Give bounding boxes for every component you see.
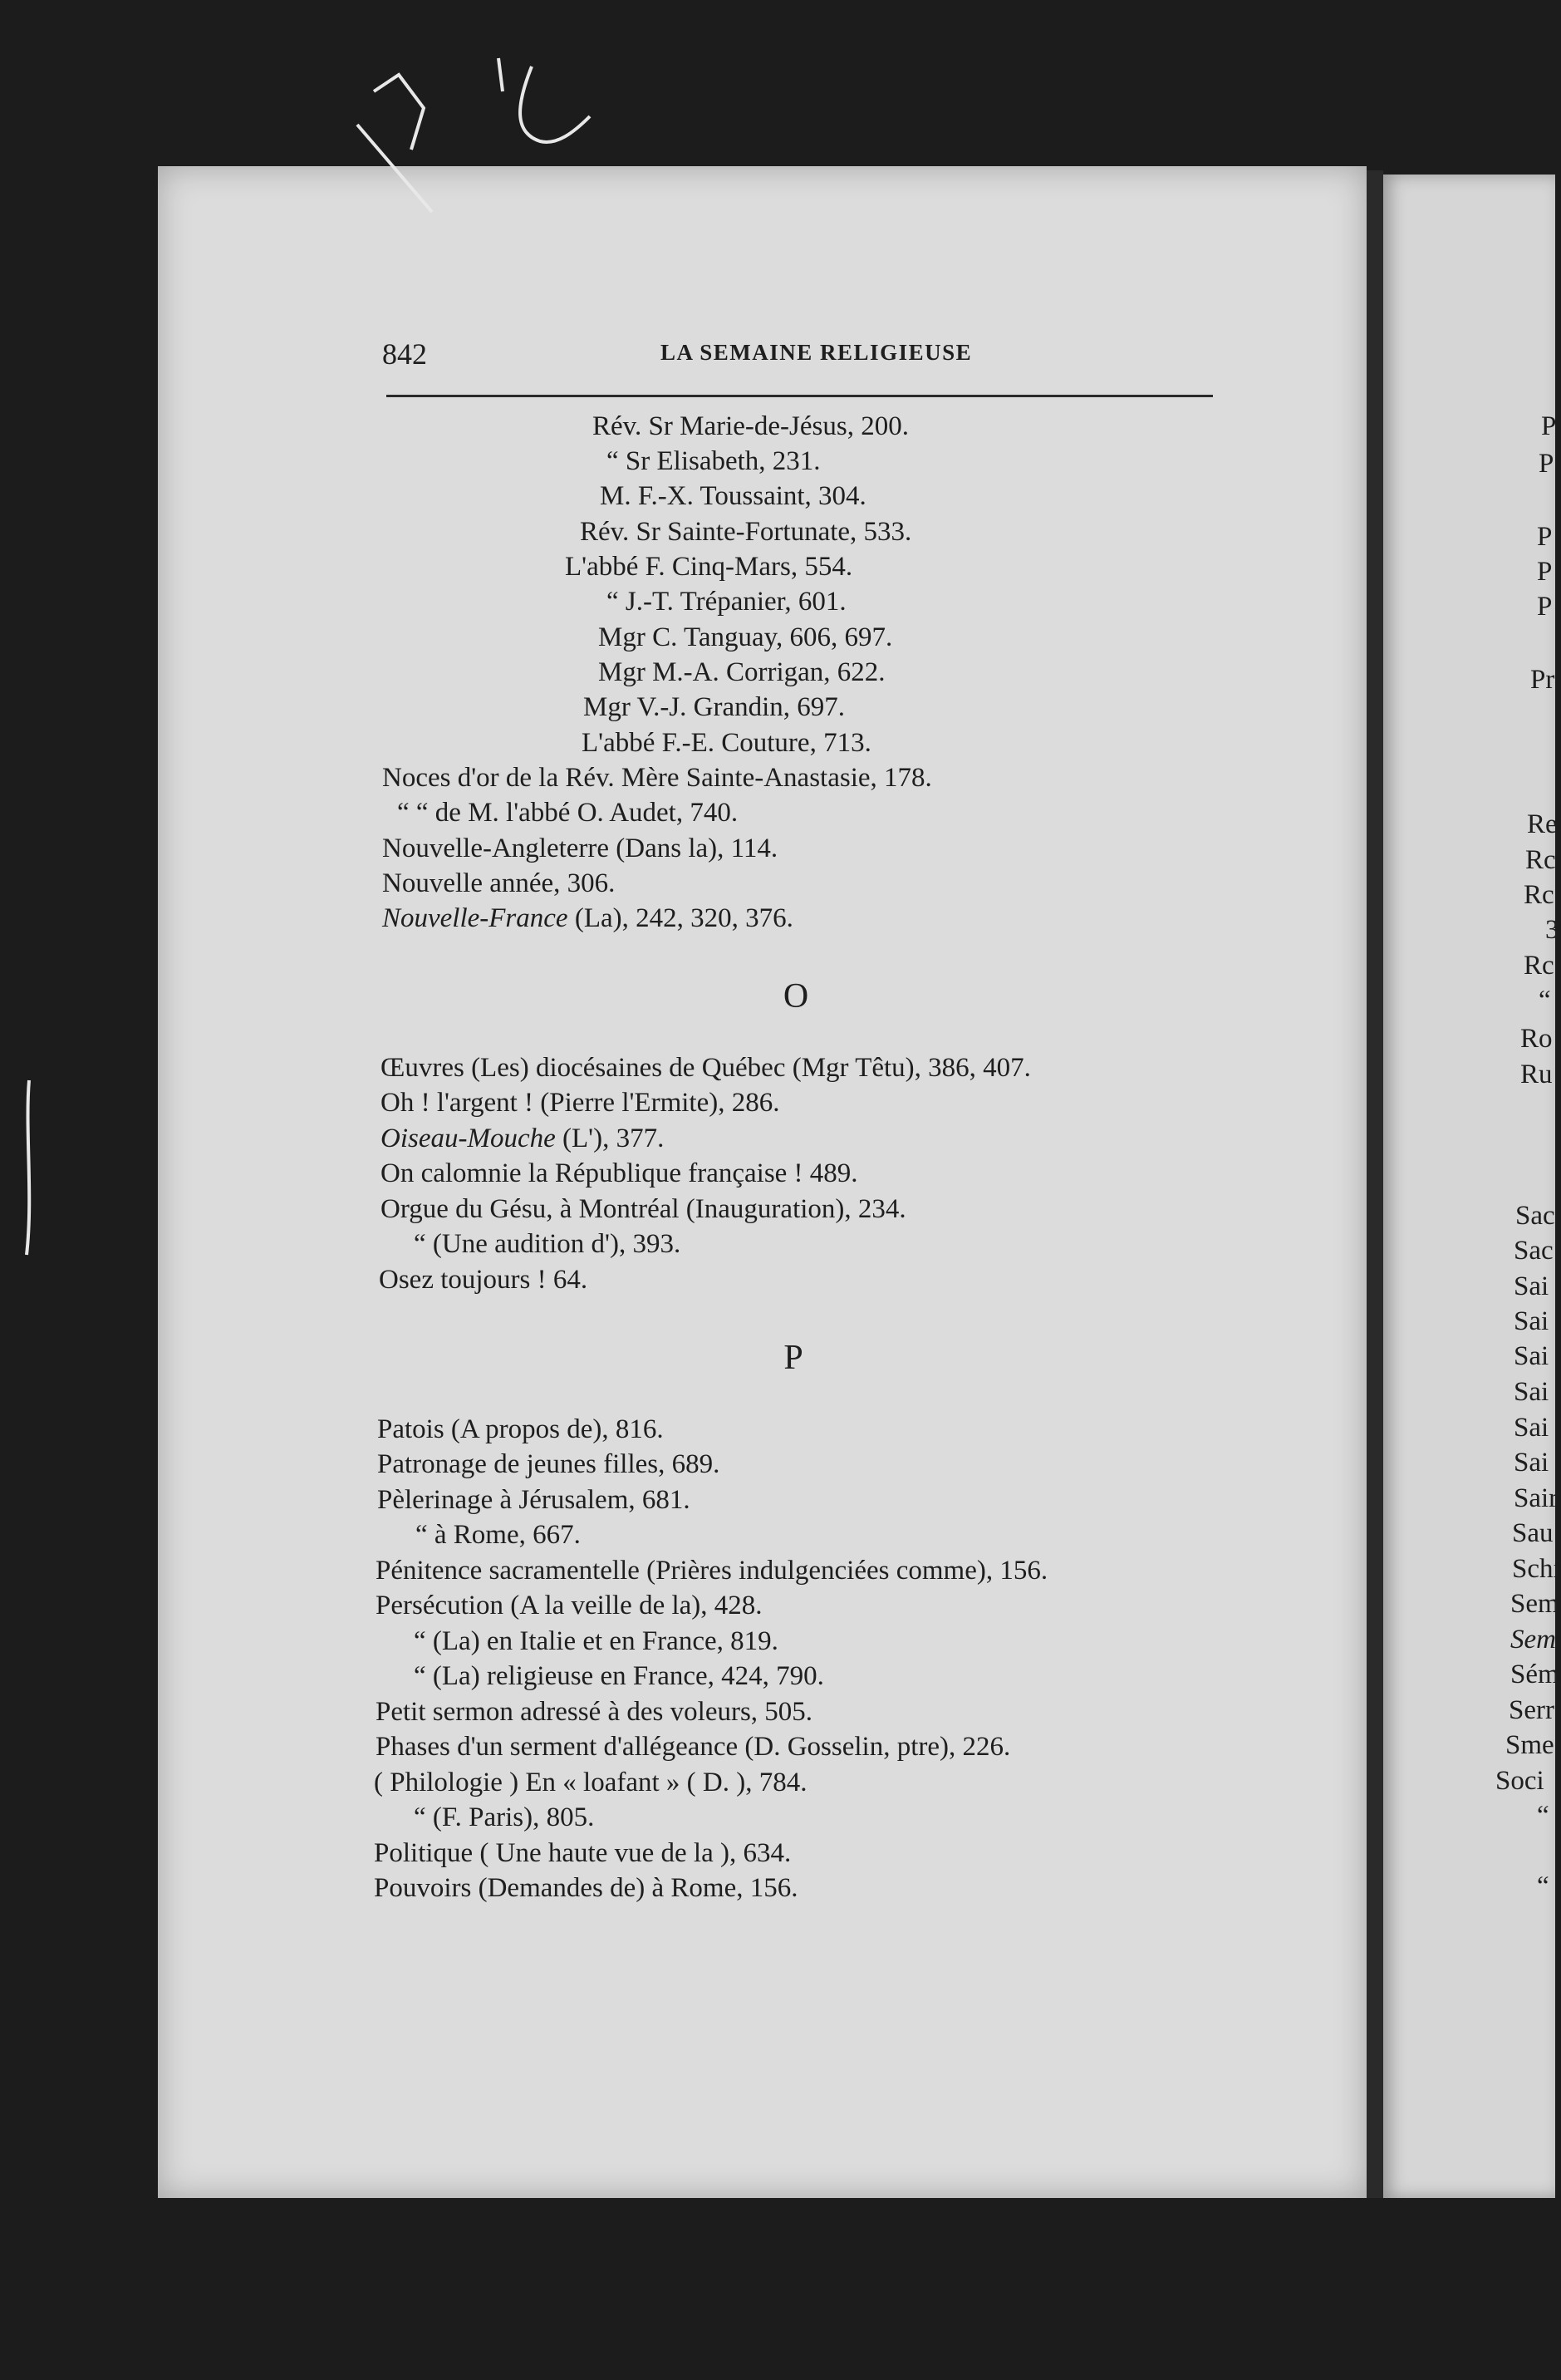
right-fragment: “ bbox=[1539, 986, 1551, 1015]
index-entry: On calomnie la République française ! 489. bbox=[380, 1158, 858, 1188]
index-entry: Mgr V.-J. Grandin, 697. bbox=[583, 692, 846, 722]
index-entry: L'abbé F. Cinq-Mars, 554. bbox=[565, 552, 853, 582]
index-entry: “ Sr Elisabeth, 231. bbox=[606, 446, 821, 476]
right-fragment: Schi bbox=[1512, 1554, 1561, 1584]
right-fragment: Sai bbox=[1514, 1413, 1549, 1443]
index-entry: Mgr C. Tanguay, 606, 697. bbox=[598, 622, 893, 652]
index-entry: “ (La) religieuse en France, 424, 790. bbox=[414, 1661, 824, 1691]
index-entry: Orgue du Gésu, à Montréal (Inauguration), 234. bbox=[380, 1194, 906, 1224]
right-fragment: Serr bbox=[1509, 1695, 1554, 1725]
index-entry: Pèlerinage à Jérusalem, 681. bbox=[377, 1485, 690, 1515]
right-fragment: P bbox=[1541, 411, 1557, 441]
index-entry: Nouvelle-Angleterre (Dans la), 114. bbox=[382, 833, 778, 863]
right-fragment: Sai bbox=[1514, 1271, 1549, 1301]
index-entry: Noces d'or de la Rév. Mère Sainte-Anastasie, 178. bbox=[382, 763, 932, 793]
right-fragment: Sai bbox=[1514, 1377, 1549, 1407]
index-entry: Nouvelle année, 306. bbox=[382, 868, 616, 898]
running-title: LA SEMAINE RELIGIEUSE bbox=[660, 340, 973, 365]
right-page bbox=[1383, 175, 1555, 2198]
right-fragment: Sau bbox=[1512, 1518, 1554, 1548]
index-entry: Œuvres (Les) diocésaines de Québec (Mgr Têtu), 386, 407. bbox=[380, 1053, 1031, 1083]
right-fragment: Rc bbox=[1524, 951, 1554, 981]
index-entry: ( Philologie ) En « loafant » ( D. ), 784. bbox=[374, 1768, 807, 1797]
right-fragment: Sac bbox=[1515, 1201, 1555, 1231]
handwritten-mark bbox=[17, 1080, 42, 1263]
book-gutter bbox=[1367, 170, 1383, 2198]
right-fragment: Sai bbox=[1514, 1306, 1549, 1336]
right-fragment: Sai bbox=[1514, 1448, 1549, 1478]
index-entry: “ (Une audition d'), 393. bbox=[414, 1229, 681, 1259]
index-entry: Patronage de jeunes filles, 689. bbox=[377, 1449, 720, 1479]
index-entry bbox=[382, 902, 793, 935]
index-entry: Phases d'un serment d'allégeance (D. Gosselin, ptre), 226. bbox=[376, 1732, 1011, 1762]
section-letter-p: P bbox=[783, 1339, 803, 1377]
index-entry: “ “ de M. l'abbé O. Audet, 740. bbox=[397, 798, 739, 828]
index-entry: “ (F. Paris), 805. bbox=[414, 1802, 595, 1832]
index-entry: “ à Rome, 667. bbox=[415, 1520, 581, 1550]
right-fragment: Sair bbox=[1514, 1483, 1559, 1513]
right-fragment: Sme bbox=[1505, 1730, 1554, 1760]
index-entry: M. F.-X. Toussaint, 304. bbox=[600, 481, 866, 511]
right-fragment: Sém bbox=[1510, 1660, 1559, 1689]
right-fragment: Sai bbox=[1514, 1341, 1549, 1371]
page-header bbox=[382, 337, 1213, 370]
italic-title: Oiseau-Mouche bbox=[380, 1124, 556, 1153]
right-fragment: P bbox=[1539, 449, 1554, 479]
right-fragment: P bbox=[1537, 557, 1553, 587]
section-letter-o: O bbox=[783, 977, 809, 1015]
index-entry: L'abbé F.-E. Couture, 713. bbox=[582, 728, 871, 758]
index-entry: Rév. Sr Sainte-Fortunate, 533. bbox=[580, 517, 912, 547]
index-entry: Persécution (A la veille de la), 428. bbox=[376, 1591, 763, 1620]
entry-text: (La), 242, 320, 376. bbox=[567, 903, 793, 933]
page-number: 842 bbox=[382, 337, 427, 371]
handwritten-mark bbox=[332, 58, 631, 224]
index-entry: Patois (A propos de), 816. bbox=[377, 1414, 664, 1444]
right-fragment: Ro bbox=[1520, 1024, 1553, 1054]
right-fragment: Re bbox=[1527, 809, 1558, 839]
right-fragment: Sem bbox=[1510, 1589, 1559, 1619]
index-entry: Pouvoirs (Demandes de) à Rome, 156. bbox=[374, 1873, 798, 1903]
right-fragment: Sac bbox=[1514, 1236, 1554, 1266]
index-entry: Politique ( Une haute vue de la ), 634. bbox=[374, 1838, 792, 1868]
right-fragment: P bbox=[1537, 592, 1553, 622]
index-entry: Osez toujours ! 64. bbox=[379, 1265, 588, 1295]
entry-text: (L'), 377. bbox=[555, 1124, 665, 1153]
index-entry bbox=[380, 1122, 664, 1155]
italic-title: Nouvelle-France bbox=[382, 903, 568, 933]
index-entry: Mgr M.-A. Corrigan, 622. bbox=[598, 657, 886, 687]
right-fragment: 3 bbox=[1545, 915, 1559, 945]
index-entry: Pénitence sacramentelle (Prières indulgenciées comme), 156. bbox=[376, 1556, 1048, 1586]
right-fragment: Pr bbox=[1530, 665, 1555, 695]
index-entry: Rév. Sr Marie-de-Jésus, 200. bbox=[592, 411, 909, 441]
right-fragment: Ru bbox=[1520, 1060, 1553, 1089]
right-fragment: Soci bbox=[1495, 1766, 1544, 1796]
header-rule bbox=[386, 395, 1213, 397]
right-fragment: Rc bbox=[1524, 880, 1554, 910]
right-fragment: Sem bbox=[1510, 1625, 1556, 1655]
right-fragment: P bbox=[1537, 522, 1553, 552]
index-entry: Petit sermon adressé à des voleurs, 505. bbox=[376, 1697, 813, 1727]
index-entry: “ (La) en Italie et en France, 819. bbox=[414, 1626, 778, 1656]
index-entry: “ J.-T. Trépanier, 601. bbox=[606, 587, 847, 617]
index-entry: Oh ! l'argent ! (Pierre l'Ermite), 286. bbox=[380, 1088, 780, 1118]
right-fragment: “ bbox=[1537, 1871, 1549, 1901]
right-fragment: Rc bbox=[1525, 845, 1556, 875]
right-fragment: “ bbox=[1537, 1801, 1549, 1831]
